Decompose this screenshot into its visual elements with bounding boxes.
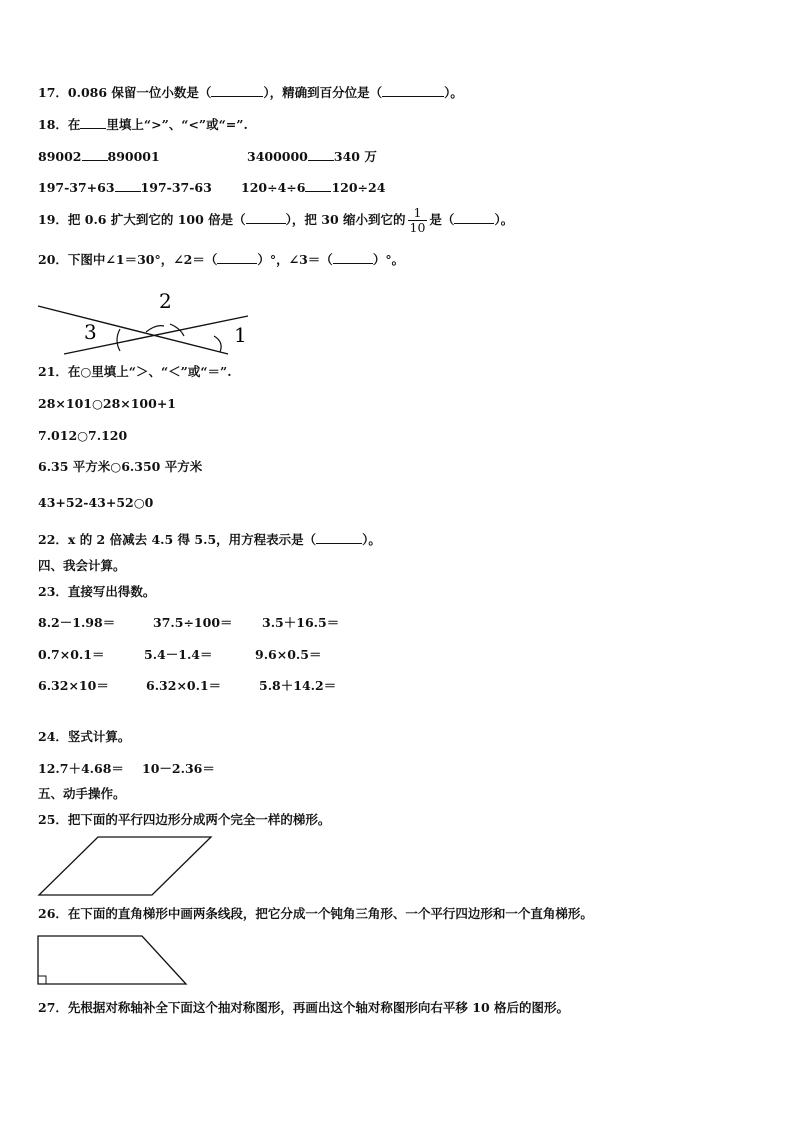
question-18-heading: 18．在 里填上“>”、“<”或“=”. <box>38 117 248 132</box>
question-19: 19．把 0.6 扩大到它的 100 倍是（ ），把 30 缩小到它的 $\frac{1}{10}$ 是（ ）。 <box>38 205 514 235</box>
compare-item: 120÷4÷6 120÷24 <box>241 180 386 195</box>
right-angle-mark <box>38 976 46 984</box>
compare-item: 197-37+63 197-37-63 <box>38 180 212 195</box>
calc-item[interactable]: 6.32×10＝ <box>38 678 109 693</box>
answer-blank[interactable] <box>333 251 373 264</box>
compare-item: 3400000 340 万 <box>247 149 377 164</box>
angle-figure <box>34 284 256 360</box>
question-26: 26．在下面的直角梯形中画两条线段，把它分成一个钝角三角形、一个平行四边形和一个直角梯形。 <box>38 906 593 921</box>
calc-item[interactable]: 0.7×0.1＝ <box>38 647 105 662</box>
parallelogram <box>39 837 211 895</box>
answer-blank[interactable] <box>308 148 334 161</box>
calc-item[interactable]: 6.32×0.1＝ <box>146 678 222 693</box>
section-heading-4: 四、我会计算。 <box>38 558 126 573</box>
angle-arc-3 <box>117 329 120 351</box>
answer-blank[interactable] <box>246 211 286 224</box>
question-25: 25．把下面的平行四边形分成两个完全一样的梯形。 <box>38 812 331 827</box>
angle-label-3: 3 <box>84 320 97 344</box>
calc-item[interactable]: 5.8＋14.2＝ <box>259 678 337 693</box>
fraction-one-tenth: $\frac{1}{10}$ <box>409 205 426 235</box>
calc-item[interactable]: 9.6×0.5＝ <box>255 647 322 662</box>
blank-sample <box>80 116 106 129</box>
calc-item[interactable]: 12.7＋4.68＝ <box>38 761 124 776</box>
question-23-heading: 23．直接写出得数。 <box>38 584 156 599</box>
angle-label-1: 1 <box>234 323 247 347</box>
answer-blank[interactable] <box>82 148 108 161</box>
question-21-heading: 21．在○里填上“＞、“＜”或“＝”. <box>38 364 232 379</box>
parallelogram-figure[interactable] <box>36 834 216 898</box>
answer-blank[interactable] <box>115 179 141 192</box>
question-17: 17．0.086 保留一位小数是（ ），精确到百分位是（ ）。 <box>38 85 463 100</box>
compare-item[interactable]: 28×101○28×100+1 <box>38 396 177 411</box>
section-heading-5: 五、动手操作。 <box>38 786 126 801</box>
calc-item[interactable]: 37.5÷100＝ <box>153 615 233 630</box>
line-a <box>38 306 228 354</box>
angle-arc-1 <box>214 336 221 352</box>
question-27: 27．先根据对称轴补全下面这个抽对称图形，再画出这个轴对称图形向右平移 10 格后的图形。 <box>38 1000 569 1015</box>
compare-item: 89002 890001 <box>38 149 160 164</box>
question-24-heading: 24．竖式计算。 <box>38 729 131 744</box>
angle-label-2: 2 <box>159 289 172 313</box>
angle-arc-2a <box>146 326 164 332</box>
question-22: 22．x 的 2 倍减去 4.5 得 5.5，用方程表示是（ ）。 <box>38 532 381 547</box>
compare-item[interactable]: 43+52-43+52○0 <box>38 495 154 510</box>
right-trapezoid-figure[interactable] <box>36 933 192 987</box>
answer-blank[interactable] <box>217 251 257 264</box>
compare-item[interactable]: 6.35 平方米○6.350 平方米 <box>38 459 203 474</box>
answer-blank[interactable] <box>305 179 331 192</box>
answer-blank[interactable] <box>382 84 444 97</box>
answer-blank[interactable] <box>211 84 263 97</box>
right-trapezoid <box>38 936 186 984</box>
calc-item[interactable]: 8.2－1.98＝ <box>38 615 116 630</box>
calc-item[interactable]: 5.4－1.4＝ <box>144 647 213 662</box>
answer-blank[interactable] <box>454 211 494 224</box>
answer-blank[interactable] <box>316 531 362 544</box>
calc-item[interactable]: 10－2.36＝ <box>142 761 215 776</box>
compare-item[interactable]: 7.012○7.120 <box>38 428 128 443</box>
question-20: 20．下图中∠1＝30°，∠2＝（ ）°，∠3＝（ ）°。 <box>38 252 405 267</box>
calc-item[interactable]: 3.5＋16.5＝ <box>262 615 340 630</box>
